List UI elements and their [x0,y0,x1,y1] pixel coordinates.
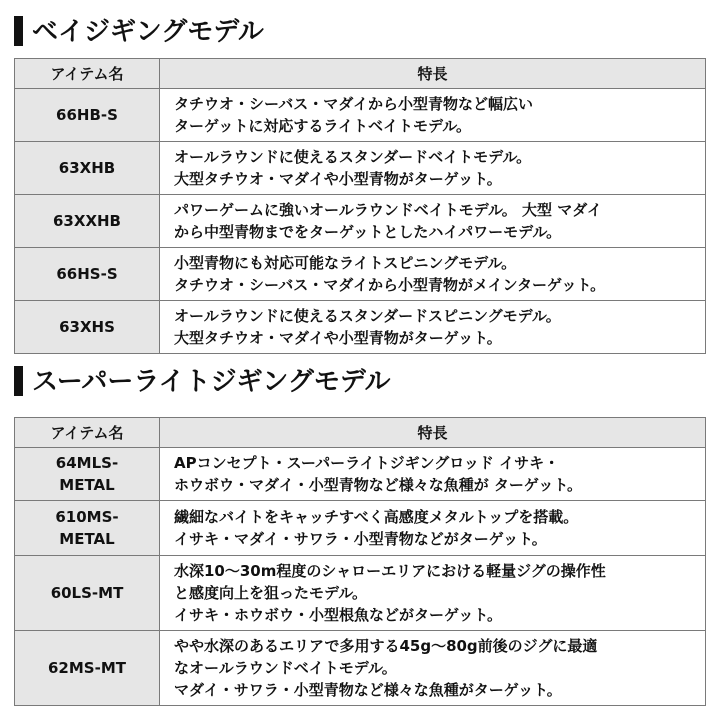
section-header [14,12,706,52]
feature-cell [160,142,706,195]
model-name: 66HS-S [56,265,118,283]
model-name: 63XHB [58,159,116,177]
feature-text: パワーゲームに強いオールラウンドベイトモデル。 大型 マダイ [174,201,602,219]
model-name: 62MS-MT [48,659,126,677]
feature-text: イサキ・マダイ・サワラ・小型青物などがターゲット。 [174,530,547,548]
feature-text: タチウオ・シーバス・マダイから小型青物など幅広い [174,95,533,113]
table-row [15,89,706,142]
model-name: METAL [59,530,115,548]
feature-text: やや水深のあるエリアで多用する45g～80g前後のジグに最適 [174,637,598,655]
model-name-cell [15,631,160,706]
feature-cell [160,195,706,248]
model-name-cell [15,501,160,556]
feature-text: ホウボウ・マダイ・小型青物など様々な魚種が ターゲット。 [174,476,582,494]
feature-text: マダイ・サワラ・小型青物など様々な魚種がターゲット。 [174,681,562,699]
feature-text: 大型タチウオ・マダイや小型青物がターゲット。 [174,329,502,347]
feature-text: 水深10～30m程度のシャローエリアにおける軽量ジグの操作性 [174,562,606,580]
feature-cell [160,248,706,301]
column-header-item: アイテム名 [15,59,160,89]
table-header-row [15,59,706,89]
model-name: 66HB-S [56,106,118,124]
table-row [15,301,706,354]
table-row [15,248,706,301]
table-row [15,556,706,631]
model-name: 63XXHB [53,212,121,230]
model-name: 64MLS- [55,454,119,472]
column-header-feature: 特長 [160,59,706,89]
super-light-jigging-section [14,362,706,706]
model-name: 60LS-MT [50,584,124,602]
feature-cell [160,631,706,706]
model-name: 610MS- [55,508,119,526]
model-name-cell [15,195,160,248]
table-row [15,501,706,556]
feature-cell [160,448,706,501]
model-name-cell [15,89,160,142]
feature-text: 繊細なバイトをキャッチすべく高感度メタルトップを搭載。 [174,508,579,526]
model-name-cell [15,142,160,195]
section-title: スーパーライトジギングモデル [32,367,391,397]
feature-cell [160,556,706,631]
model-name-cell [15,301,160,354]
feature-text: 小型青物にも対応可能なライトスピニングモデル。 [174,254,517,272]
feature-text: ターゲットに対応するライトベイトモデル。 [174,117,472,135]
feature-text: オールラウンドに使えるスタンダードベイトモデル。 [174,148,532,166]
model-name: 63XHS [59,318,115,336]
section-title: ベイジギングモデル [32,17,264,47]
section-marker-bar [14,366,23,396]
column-header-feature: 特長 [160,418,706,448]
model-name: METAL [59,476,115,494]
table-header-row [15,418,706,448]
model-name-cell [15,448,160,501]
feature-text: APコンセプト・スーパーライトジギングロッド イサキ・ [174,454,560,472]
section-header [14,362,706,402]
feature-text: タチウオ・シーバス・マダイから小型青物がメインターゲット。 [174,276,606,294]
feature-cell [160,501,706,556]
table-row [15,448,706,501]
table-row [15,142,706,195]
feature-text: から中型青物までをターゲットとしたハイパワーモデル。 [174,223,562,241]
super-light-jigging-table [14,417,706,706]
feature-text: オールラウンドに使えるスタンダードスピニングモデル。 [174,307,561,325]
feature-text: 大型タチウオ・マダイや小型青物がターゲット。 [174,170,502,188]
feature-cell [160,89,706,142]
feature-text: イサキ・ホウボウ・小型根魚などがターゲット。 [174,606,503,624]
model-name-cell [15,556,160,631]
feature-cell [160,301,706,354]
model-name-cell [15,248,160,301]
bait-jigging-section [14,12,706,354]
feature-text: と感度向上を狙ったモデル。 [174,584,368,602]
column-header-item: アイテム名 [15,418,160,448]
section-marker-bar [14,16,23,46]
bait-jigging-table [14,58,706,354]
feature-text: なオールラウンドベイトモデル。 [174,659,397,677]
table-row [15,195,706,248]
table-row [15,631,706,706]
